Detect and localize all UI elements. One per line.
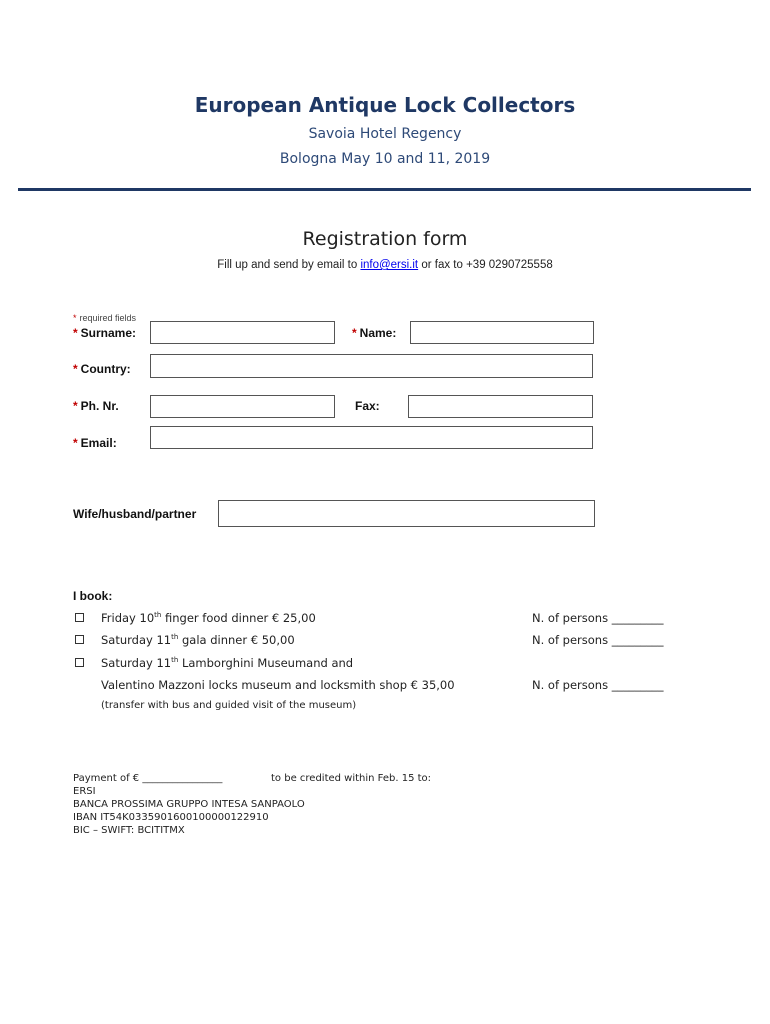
partner-field[interactable]: [218, 500, 595, 527]
instructions-suffix: or fax to +39 0290725558: [418, 259, 553, 271]
partner-label: Wife/husband/partner: [73, 507, 197, 521]
booking-checkbox-gala[interactable]: [75, 635, 84, 644]
name-label: [352, 326, 396, 340]
item-sup: th: [171, 656, 179, 665]
country-field[interactable]: [150, 354, 593, 378]
name-field[interactable]: [410, 321, 594, 344]
booking-checkbox-museum[interactable]: [75, 658, 84, 667]
item-sup: th: [154, 611, 162, 620]
phone-field[interactable]: [150, 395, 335, 418]
header-divider: [18, 188, 751, 191]
persons-gala[interactable]: N. of persons _________: [532, 633, 664, 647]
form-instructions: [0, 259, 770, 271]
required-marker: *: [73, 326, 78, 340]
event-title: European Antique Lock Collectors: [194, 93, 576, 117]
required-marker: *: [352, 326, 357, 340]
booking-item-museum: [101, 656, 353, 670]
phone-label: [73, 399, 119, 413]
payment-beneficiary: ERSI: [73, 786, 96, 797]
item-text: Saturday 11: [101, 633, 172, 647]
email-label-text: Email:: [80, 436, 117, 450]
payment-deadline: to be credited within Feb. 15 to:: [271, 773, 432, 784]
item-text: Friday 10: [101, 611, 155, 625]
required-marker: *: [73, 313, 77, 323]
item-sup: th: [171, 633, 179, 642]
booking-item-friday: [101, 611, 316, 625]
fax-label: Fax:: [355, 399, 380, 413]
persons-museum[interactable]: N. of persons _________: [532, 678, 664, 692]
booking-item-gala: [101, 633, 295, 647]
booking-heading: I book:: [73, 589, 113, 603]
booking-item-museum-line2: Valentino Mazzoni locks museum and locksmith shop € 35,00: [101, 678, 455, 692]
payment-iban: IBAN IT54K0335901600100000122910: [73, 812, 269, 823]
surname-label-text: Surname:: [80, 326, 137, 340]
item-text: finger food dinner € 25,00: [161, 611, 316, 625]
required-marker: *: [73, 399, 78, 413]
booking-item-museum-note: (transfer with bus and guided visit of the museum): [101, 700, 357, 711]
required-marker: *: [73, 436, 78, 450]
required-note: [73, 313, 136, 323]
payment-bic: BIC – SWIFT: BCITITMX: [73, 825, 185, 836]
country-label-text: Country:: [80, 362, 131, 376]
item-text: Lamborghini Museumand and: [178, 656, 354, 670]
country-label: [73, 362, 131, 376]
required-note-text: required fields: [79, 313, 137, 323]
instructions-prefix: Fill up and send by email to: [217, 259, 361, 271]
required-marker: *: [73, 362, 78, 376]
item-text: gala dinner € 50,00: [178, 633, 295, 647]
payment-bank: BANCA PROSSIMA GRUPPO INTESA SANPAOLO: [73, 799, 305, 810]
item-text: Saturday 11: [101, 656, 172, 670]
payment-amount: Payment of € ________________: [73, 773, 223, 784]
fax-field[interactable]: [408, 395, 593, 418]
email-field[interactable]: [150, 426, 593, 449]
form-title: Registration form: [302, 228, 468, 250]
persons-friday[interactable]: N. of persons _________: [532, 611, 664, 625]
event-venue: Savoia Hotel Regency: [308, 126, 462, 142]
surname-field[interactable]: [150, 321, 335, 344]
email-link[interactable]: info@ersi.it: [360, 259, 419, 271]
email-label: [73, 436, 117, 450]
name-label-text: Name:: [359, 326, 397, 340]
booking-checkbox-friday[interactable]: [75, 613, 84, 622]
phone-label-text: Ph. Nr.: [80, 399, 119, 413]
event-dates: Bologna May 10 and 11, 2019: [279, 151, 491, 167]
surname-label: [73, 326, 136, 340]
